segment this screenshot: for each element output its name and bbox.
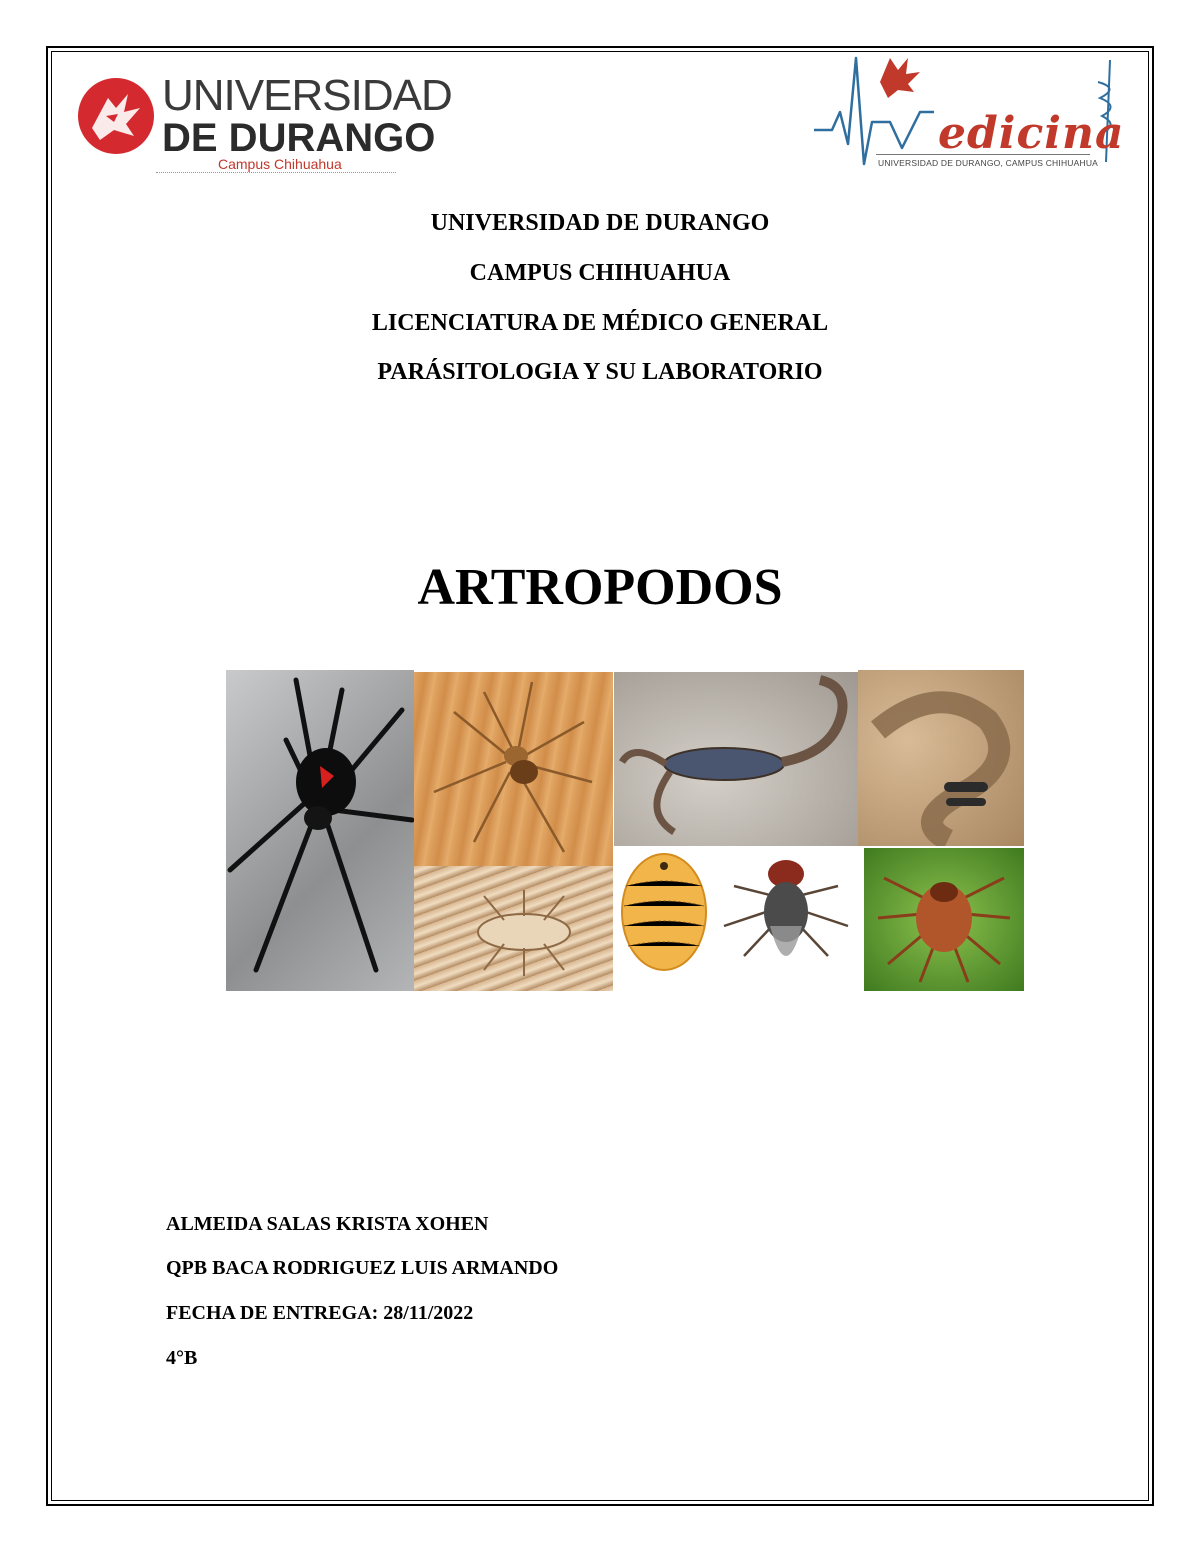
medicina-logo-word: edicina xyxy=(938,108,1125,159)
delivery-date: FECHA DE ENTREGA: 28/11/2022 xyxy=(166,1302,474,1324)
medicina-logo-subtitle: UNIVERSIDAD DE DURANGO, CAMPUS CHIHUAHUA xyxy=(878,158,1099,168)
university-logo-campus: Campus Chihuahua xyxy=(218,156,342,172)
university-logo xyxy=(78,71,452,180)
campus-heading: CAMPUS CHIHUAHUA xyxy=(469,260,731,286)
arthropod-collage xyxy=(226,670,1024,991)
tick-photo xyxy=(864,848,1024,991)
subject-heading: PARÁSITOLOGIA Y SU LABORATORIO xyxy=(377,359,823,385)
scorpion-photo xyxy=(614,672,858,847)
logo-dotted-divider xyxy=(156,172,396,173)
rattlesnake-photo xyxy=(858,670,1024,846)
university-heading: UNIVERSIDAD DE DURANGO xyxy=(430,210,770,236)
group-label: 4°B xyxy=(166,1347,198,1369)
medicina-logo xyxy=(810,52,1130,176)
larva-photo xyxy=(614,846,714,991)
brown-recluse-photo xyxy=(414,672,613,866)
university-logo-line1: UNIVERSIDAD xyxy=(162,71,452,120)
fly-photo xyxy=(714,846,858,991)
student-name: ALMEIDA SALAS KRISTA XOHEN xyxy=(166,1213,489,1235)
louse-photo xyxy=(414,866,613,991)
document-title: ARTROPODOS xyxy=(417,559,783,616)
degree-heading: LICENCIATURA DE MÉDICO GENERAL xyxy=(371,310,829,336)
medicina-logo-divider xyxy=(876,154,1090,155)
black-widow-photo xyxy=(226,670,414,991)
teacher-name: QPB BACA RODRIGUEZ LUIS ARMANDO xyxy=(166,1257,559,1279)
university-logo-line2: DE DURANGO xyxy=(162,116,436,160)
wolf-seal-icon xyxy=(78,78,154,154)
